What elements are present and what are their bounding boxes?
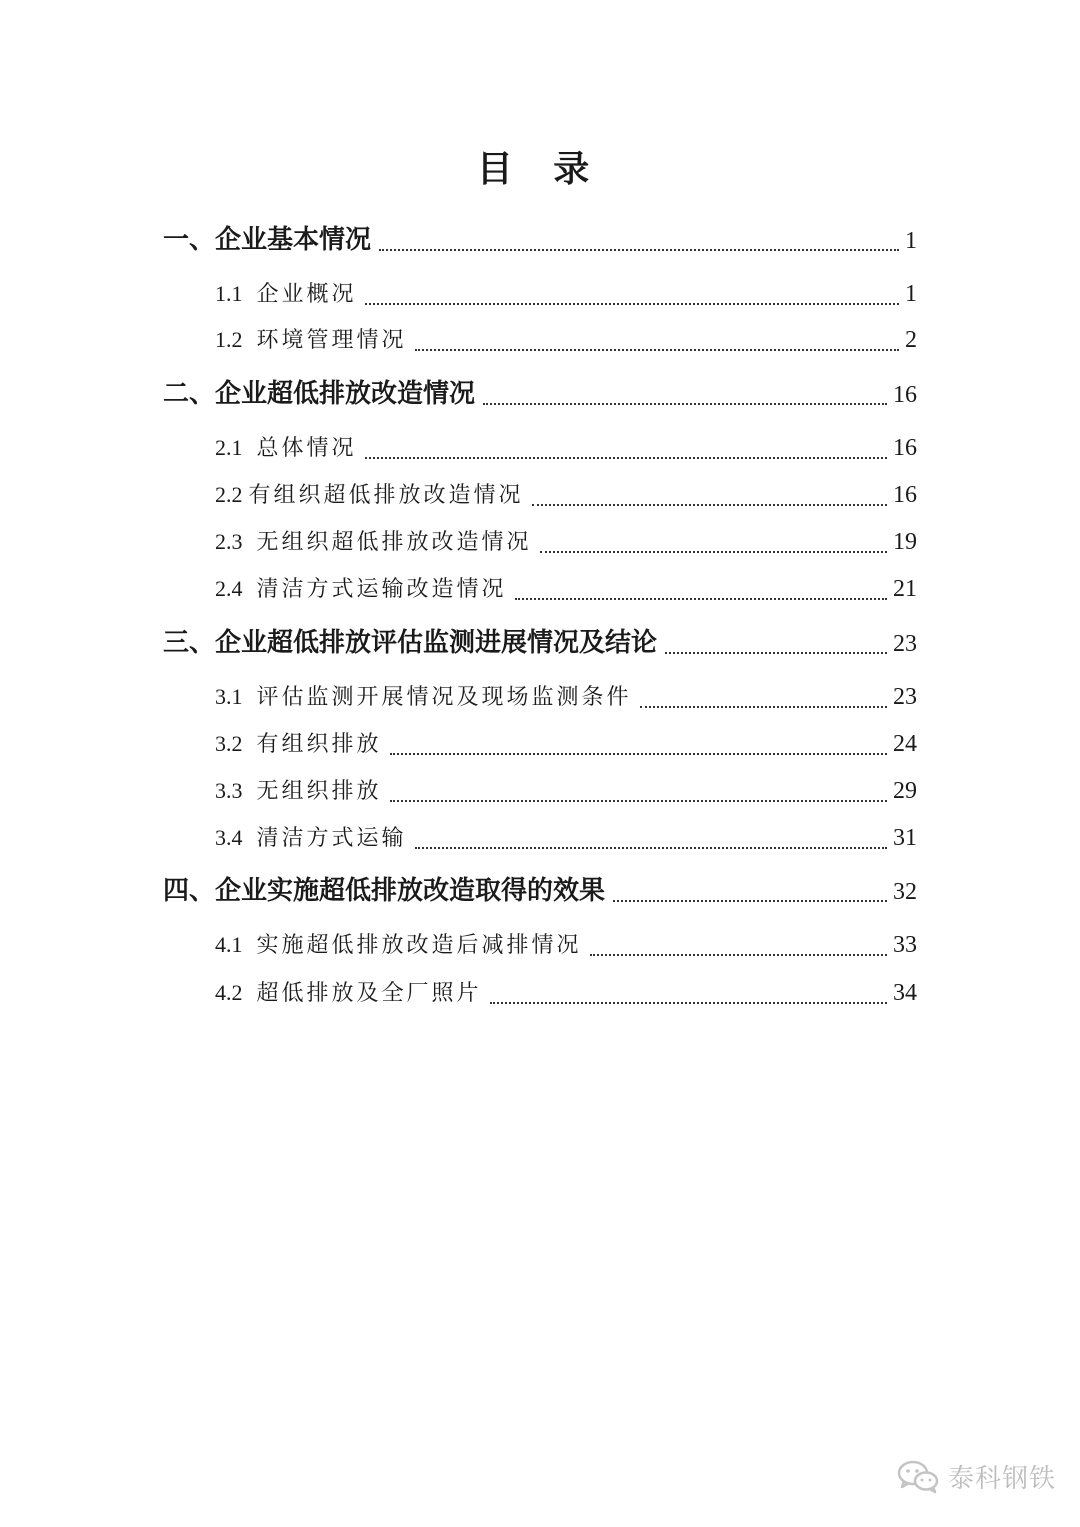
toc-section-1-1[interactable] xyxy=(215,276,917,312)
toc-entry-title: 实施超低排放改造后减排情况 xyxy=(256,933,582,958)
toc-section-3-4[interactable] xyxy=(215,820,917,856)
toc-page-number: 19 xyxy=(893,529,917,555)
watermark-text: 泰科钢铁 xyxy=(948,1463,1057,1494)
dot-leader xyxy=(515,594,887,600)
toc-page-number: 33 xyxy=(893,932,917,958)
dot-leader xyxy=(390,796,887,802)
toc-section-number: 1.2 xyxy=(215,327,243,352)
toc-section-number: 2.4 xyxy=(215,576,243,601)
toc-section-number: 2.2 xyxy=(215,482,243,507)
toc-section-3-1[interactable] xyxy=(215,679,917,715)
toc-entry-title: 二、企业超低排放改造情况 xyxy=(163,379,476,409)
toc-section-3-3[interactable] xyxy=(215,773,917,809)
dot-leader xyxy=(483,399,887,405)
dot-leader xyxy=(613,896,887,902)
toc-page-number: 1 xyxy=(905,281,917,307)
toc-page-number: 32 xyxy=(893,879,917,905)
toc-section-number: 4.1 xyxy=(215,932,243,957)
toc-entry-title: 无组织排放 xyxy=(256,779,382,804)
toc-entry-title: 三、企业超低排放评估监测进展情况及结论 xyxy=(163,628,658,658)
toc-section-number: 2.3 xyxy=(215,529,243,554)
dot-leader xyxy=(365,299,899,305)
toc-section-4-1[interactable] xyxy=(215,927,917,963)
page-title: 目 录 xyxy=(476,149,604,190)
toc-page-number: 29 xyxy=(893,778,917,804)
toc-chapter-3[interactable] xyxy=(163,625,917,661)
dot-leader xyxy=(665,648,887,654)
toc-entry-title: 清洁方式运输改造情况 xyxy=(256,577,507,602)
toc-page-number: 16 xyxy=(893,435,917,461)
toc-page-number: 23 xyxy=(893,631,917,657)
toc-section-2-1[interactable] xyxy=(215,430,917,466)
toc-entry-title: 超低排放及全厂照片 xyxy=(256,981,482,1006)
toc-section-4-2[interactable] xyxy=(215,975,917,1011)
toc-entry-title: 清洁方式运输 xyxy=(256,826,407,851)
toc-section-2-4[interactable] xyxy=(215,571,917,607)
toc-entry-title: 环境管理情况 xyxy=(256,328,407,353)
toc-section-number: 3.2 xyxy=(215,731,243,756)
toc-section-number: 2.1 xyxy=(215,435,243,460)
toc-section-3-2[interactable] xyxy=(215,726,917,762)
toc-entry-title: 企业概况 xyxy=(256,282,357,307)
toc-section-number: 3.1 xyxy=(215,684,243,709)
dot-leader xyxy=(390,749,887,755)
dot-leader xyxy=(490,998,887,1004)
toc-section-number: 4.2 xyxy=(215,980,243,1005)
toc-page-number: 34 xyxy=(893,980,917,1006)
toc-entry-title: 有组织超低排放改造情况 xyxy=(248,483,524,508)
dot-leader xyxy=(532,500,887,506)
wechat-watermark xyxy=(896,1446,1056,1506)
toc-entry-title: 一、企业基本情况 xyxy=(163,225,372,255)
wechat-icon xyxy=(896,1458,940,1494)
toc-page-number: 23 xyxy=(893,684,917,710)
toc-page-number: 2 xyxy=(905,327,917,353)
toc-chapter-2[interactable] xyxy=(163,376,917,412)
dot-leader xyxy=(365,453,887,459)
toc-entry-title: 无组织超低排放改造情况 xyxy=(256,530,532,555)
toc-entry-title: 总体情况 xyxy=(256,436,357,461)
dot-leader xyxy=(415,345,899,351)
toc-chapter-1[interactable] xyxy=(163,222,917,258)
toc-section-number: 3.4 xyxy=(215,825,243,850)
toc-entry-title: 评估监测开展情况及现场监测条件 xyxy=(256,685,632,710)
toc-section-2-3[interactable] xyxy=(215,524,917,560)
toc-entry-title: 有组织排放 xyxy=(256,732,382,757)
toc-section-2-2[interactable] xyxy=(215,477,917,513)
toc-section-number: 1.1 xyxy=(215,281,243,306)
toc-page-number: 16 xyxy=(893,382,917,408)
dot-leader xyxy=(640,702,887,708)
dot-leader xyxy=(379,245,899,251)
toc-page-number: 24 xyxy=(893,731,917,757)
dot-leader xyxy=(590,950,887,956)
dot-leader xyxy=(540,547,887,553)
toc-page-number: 1 xyxy=(905,228,917,254)
toc-section-number: 3.3 xyxy=(215,778,243,803)
toc-page-number: 31 xyxy=(893,825,917,851)
toc-section-1-2[interactable] xyxy=(215,322,917,358)
toc-page-number: 21 xyxy=(893,576,917,602)
toc-chapter-4[interactable] xyxy=(163,873,917,909)
toc-page-number: 16 xyxy=(893,482,917,508)
dot-leader xyxy=(415,843,887,849)
toc-entry-title: 四、企业实施超低排放改造取得的效果 xyxy=(163,876,606,906)
